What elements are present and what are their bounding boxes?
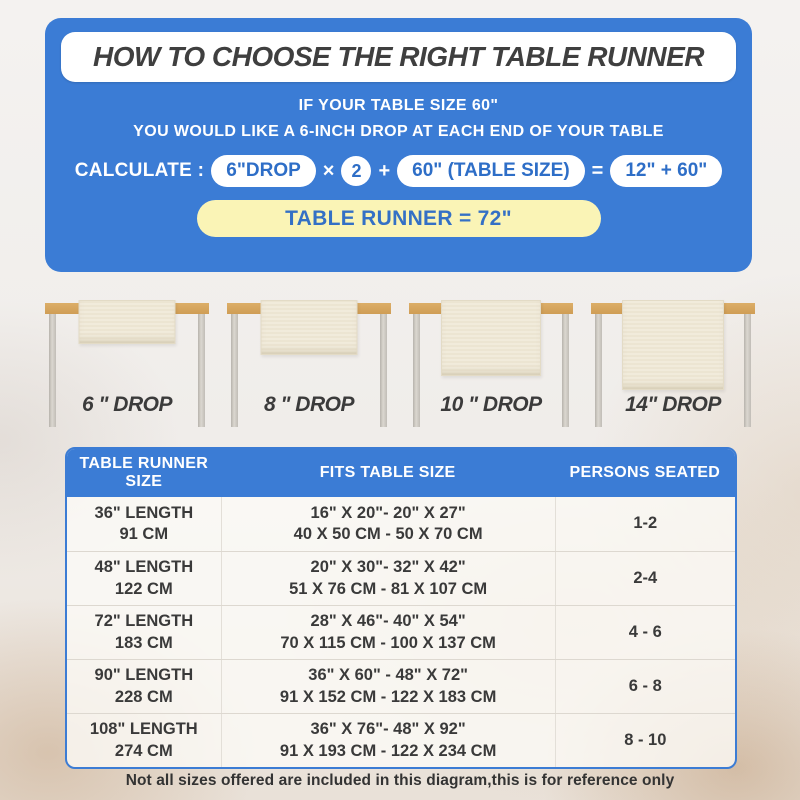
runner-size-cell — [67, 660, 221, 713]
disclaimer-note: Not all sizes offered are included in this diagram,this is for reference only — [125, 772, 675, 789]
drop-diagrams — [45, 295, 755, 430]
persons-cell — [555, 660, 735, 713]
column-header-fits-table-size: FITS TABLE SIZE — [319, 464, 456, 481]
runner-drape — [622, 300, 724, 390]
runner-length-cm: 183 CM — [114, 633, 173, 652]
persons-count: 4 - 6 — [628, 622, 662, 641]
column-header-runner-size: TABLE RUNNER SIZE — [79, 455, 209, 490]
fits-size-cell — [221, 606, 555, 659]
persons-cell — [555, 714, 735, 767]
persons-cell — [555, 606, 735, 659]
drop-label: 14" DROP — [625, 393, 721, 416]
table-row — [67, 551, 735, 605]
hero-subtitle — [45, 93, 752, 144]
runner-length: 108" LENGTH — [89, 720, 198, 739]
drop-value-pill: 6"DROP — [211, 155, 315, 187]
runner-drape — [79, 300, 176, 344]
fits-inches: 28" X 46"- 40" X 54" — [310, 612, 466, 631]
runner-size-cell — [67, 497, 221, 551]
runner-length-cm: 91 CM — [119, 525, 169, 543]
table-figure-10-drop — [409, 295, 573, 430]
runner-length-cm: 122 CM — [114, 579, 173, 598]
fits-size-cell — [221, 660, 555, 713]
runner-length-cm: 274 CM — [114, 741, 173, 760]
fits-inches: 16" X 20"- 20" X 27" — [310, 503, 466, 522]
drop-label: 8 " DROP — [264, 393, 354, 416]
table-row — [67, 605, 735, 659]
persons-count: 8 - 10 — [624, 730, 667, 749]
plus-sign: + — [378, 159, 391, 182]
table-row — [67, 659, 735, 713]
runner-drape — [261, 300, 358, 355]
title-banner — [61, 32, 736, 82]
runner-length: 90" LENGTH — [94, 666, 194, 685]
subtitle-line-2: YOU WOULD LIKE A 6-INCH DROP AT EACH END OF YOUR TABLE — [133, 122, 664, 140]
table-header-row — [67, 449, 735, 497]
table-figure-14-drop — [591, 295, 755, 430]
fits-cm: 40 X 50 CM - 50 X 70 CM — [293, 525, 483, 543]
table-figure-6-drop — [45, 295, 209, 430]
runner-length-cm: 228 CM — [114, 687, 173, 706]
fits-cm: 70 X 115 CM - 100 X 137 CM — [280, 633, 496, 652]
fits-cm: 91 X 152 CM - 122 X 183 CM — [279, 687, 497, 706]
fits-size-cell — [221, 714, 555, 767]
table-row — [67, 497, 735, 551]
persons-count: 2-4 — [633, 568, 658, 587]
fits-size-cell — [221, 497, 555, 551]
fits-inches: 20" X 30"- 32" X 42" — [310, 558, 466, 577]
sum-pill: 12" + 60" — [610, 155, 722, 187]
hero-card — [45, 18, 752, 272]
runner-size-cell — [67, 606, 221, 659]
table-size-pill: 60" (TABLE SIZE) — [397, 155, 585, 187]
drop-label: 6 " DROP — [82, 393, 172, 416]
persons-cell — [555, 497, 735, 551]
equals-sign: = — [591, 159, 604, 182]
multiply-sign: × — [322, 159, 335, 182]
size-reference-table — [65, 447, 737, 769]
persons-count: 1-2 — [633, 514, 658, 533]
persons-count: 6 - 8 — [628, 676, 662, 695]
persons-cell — [555, 552, 735, 605]
runner-length: 48" LENGTH — [94, 558, 194, 577]
runner-length: 72" LENGTH — [94, 612, 194, 631]
runner-size-cell — [67, 714, 221, 767]
runner-drape — [441, 300, 541, 376]
runner-size-cell — [67, 552, 221, 605]
subtitle-line-1: IF YOUR TABLE SIZE 60" — [298, 97, 499, 114]
fits-cm: 91 X 193 CM - 122 X 234 CM — [279, 741, 497, 760]
table-row — [67, 713, 735, 767]
column-header-persons-seated: PERSONS SEATED — [569, 464, 721, 481]
fits-cm: 51 X 76 CM - 81 X 107 CM — [289, 579, 488, 598]
calculate-label: CALCULATE : — [74, 160, 205, 182]
fits-size-cell — [221, 552, 555, 605]
table-figure-8-drop — [227, 295, 391, 430]
calculation-formula — [45, 155, 752, 187]
drop-label: 10 " DROP — [440, 393, 542, 416]
runner-length: 36" LENGTH — [94, 503, 194, 522]
result-banner: TABLE RUNNER = 72" — [197, 200, 601, 237]
fits-inches: 36" X 76"- 48" X 92" — [310, 720, 466, 739]
page-title: HOW TO CHOOSE THE RIGHT TABLE RUNNER — [93, 41, 704, 72]
fits-inches: 36" X 60" - 48" X 72" — [308, 666, 468, 685]
multiplier-badge: 2 — [341, 156, 371, 186]
